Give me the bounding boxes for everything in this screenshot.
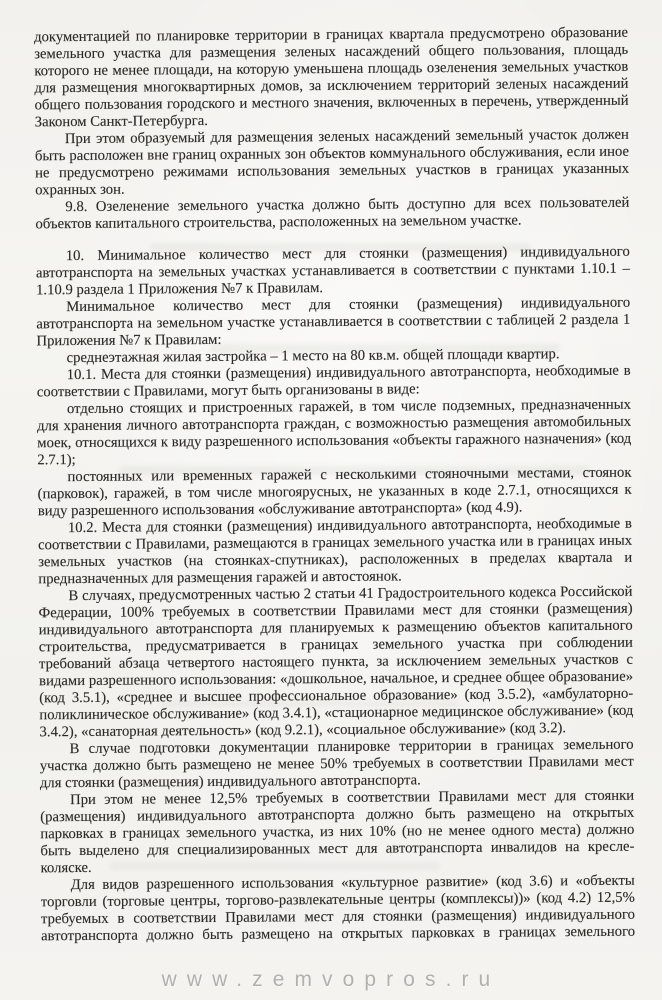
paragraph-clause-10-1: 10.1. Места для стоянки (размещения) индивидуального автотранспорта, необходимые в соответствии с Правилами, могут быть организованы в виде: <box>36 362 631 401</box>
paragraph-cut-off: Для видов разрешенного использования «культурное развитие» (код 3.6) и «объекты торговли (торговые центры, торгово-развлекательные центры (комплексы))» (код 4.2) 12,5% требуемых в соответствии Правилами мест для стоянки (размещения) индивидуального автотранспорта должно быть размещено на открытых парковках в границах земельного <box>40 872 636 945</box>
paragraph: Минимальное количество мест для стоянки (размещения) индивидуального автотранспорта на земельном участке устанавливается в соответствии с таблицей 2 раздела 1 Приложения №7 к Правилам: <box>36 294 631 350</box>
watermark: www.zemvopros.ru <box>161 968 501 991</box>
paragraph: При этом образуемый для размещения зеленых насаждений земельный участок должен быть расположен вне границ охранных зон объектов коммунального обслуживания, если иное не предусмотрено режимами использования земельных участков в границах указанных охранных зон. <box>34 126 630 199</box>
paragraph: При этом не менее 12,5% требуемых в соответствии Правилами мест для стоянки (размещения) индивидуального автотранспорта должно быть размещено на открытых парковках в границах земельного участка, из них 10% (но не менее одного места) должно быть выделено для специализированных мест для автотранспорта инвалидов на кресле-коляске. <box>40 787 635 877</box>
paragraph: среднеэтажная жилая застройка – 1 место на 80 кв.м. общей площади квартир. <box>66 346 560 367</box>
paragraph: В случаях, предусмотренных частью 2 статьи 41 Градостроительного кодекса Российской Федерации, 100% требуемых в соответствии Правилами мест для стоянки (размещения) индивидуального автотранспорта для планируемых к размещению объектов капитального строительства, предусматривается в границах земельного участка при соблюдении требований абзаца четвертого настоящего пункта, за исключением земельных участков с видами разрешенного использования: «дошкольное, начальное, и среднее общее образование» (код 3.5.1), «среднее и высшее профессиональное образование» (код 3.5.2), «амбулаторно-поликлиническое обслуживание» (код 3.4.1), «стационарное медицинское обслуживание» (код 3.4.2), «санаторная деятельность» (код 9.2.1), «социальное обслуживание» (код 3.2). <box>38 583 634 741</box>
paragraph-continuation: документацией по планировке территории в границах квартала предусмотрено образование земельного участка для размещения зеленых насаждений общего пользования, площадь которого не менее площади, на которую уменьшена площадь озеленения земельных участков для размещения многоквартирных домов, за исключением территорий зеленых насаждений общего пользования городского и местного значения, включенных в перечень, утвержденный Законом Санкт-Петербурга. <box>33 24 629 131</box>
paragraph-clause-10: 10. Минимальное количество мест для стоянки (размещения) индивидуального автотранспорта на земельных участках устанавливается в соответствии с пунктами 1.10.1 – 1.10.9 раздела 1 Приложения №7 к Правилам. <box>35 243 630 299</box>
paragraph: постоянных или временных гаражей с несколькими стояночными местами, стоянок (парковок), гаражей, в том числе многоярусных, не указанных в коде 2.7.1, относящихся к виду разрешенного использования «обслуживание автотранспорта» (код 4.9). <box>37 464 632 520</box>
paragraph-clause-10-2: 10.2. Места для стоянки (размещения) индивидуального автотранспорта, необходимые в соответствии с Правилами, размещаются в границах земельного участка или в границах иных земельных участков (на стоянках-спутниках), расположенных в пределах квартала и предназначенных для размещения гаражей и автостоянок. <box>37 515 633 588</box>
paragraph: В случае подготовки документации планировке территории в границах земельного участка должно быть размещено не менее 50% требуемых в соответствии Правилами мест для стоянки (размещения) индивидуального автотранспорта. <box>39 736 634 792</box>
paragraph: отдельно стоящих и пристроенных гаражей, в том числе подземных, предназначенных для хранения личного автотранспорта граждан, с возможностью размещения автомобильных моек, относящихся к виду разрешенного использования «объекты гаражного назначения» (код 2.7.1); <box>37 396 632 469</box>
paragraph-clause-9-8: 9.8. Озеленение земельного участка должно быть доступно для всех пользователей объектов капитального строительства, расположенных на земельном участке. <box>35 194 630 233</box>
